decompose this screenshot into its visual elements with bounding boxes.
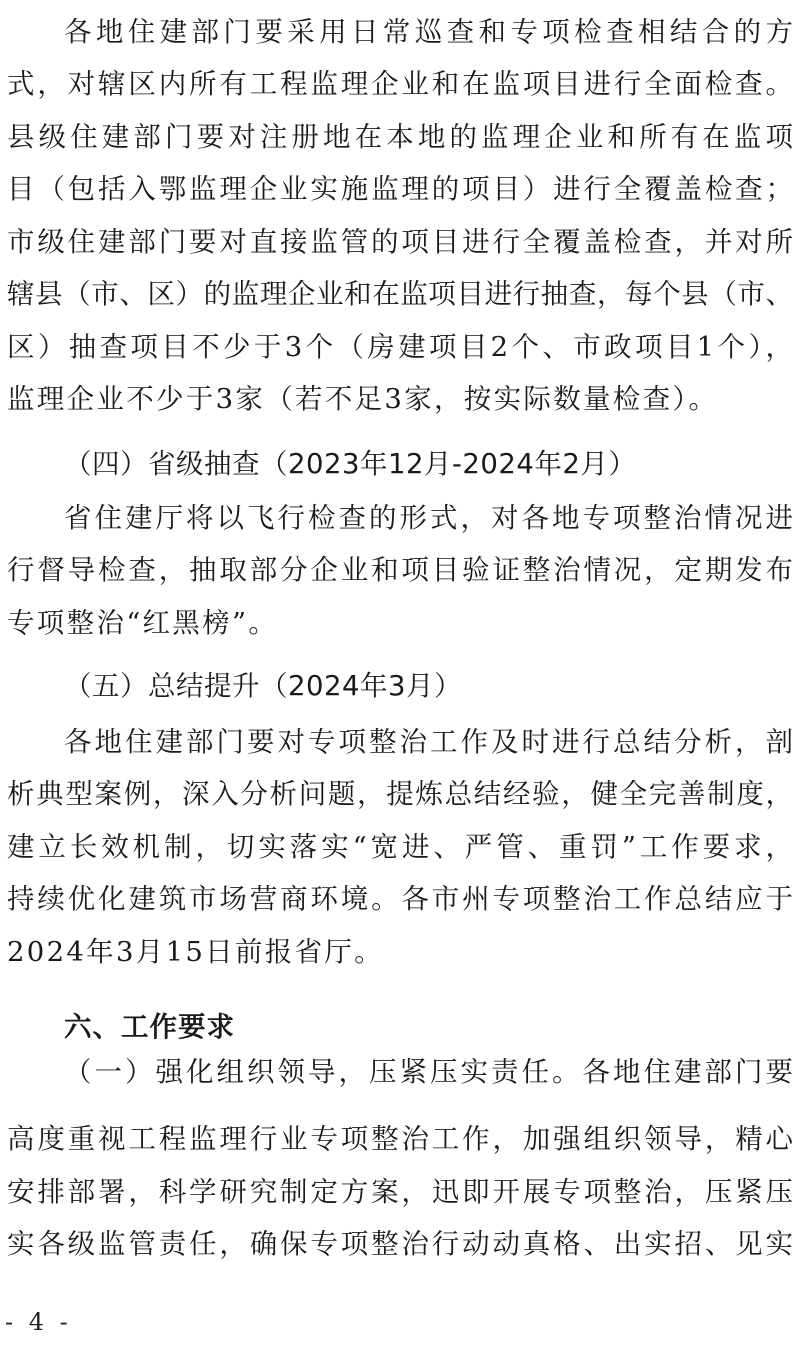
paragraph-line: 安排部署，科学研究制定方案，迅即开展专项整治，压紧压 [7, 1176, 793, 1208]
paragraph-line: 市级住建部门要对直接监管的项目进行全覆盖检查，并对所 [7, 226, 793, 258]
page-number: - 4 - [5, 1308, 72, 1336]
paragraph-line: 2024年3月15日前报省厅。 [7, 936, 384, 968]
paragraph-line: 辖县（市、区）的监理企业和在监项目进行抽查，每个县（市、 [7, 278, 793, 310]
paragraph-line: 专项整治“红黑榜”。 [7, 607, 279, 639]
section-heading: 六、工作要求 [64, 1011, 235, 1043]
paragraph-line: 省住建厅将以飞行检查的形式，对各地专项整治情况进 [64, 502, 793, 534]
paragraph-line: 行督导检查，抽取部分企业和项目验证整治情况，定期发布 [7, 554, 793, 586]
section-subheading: （五）总结提升（2024年3月） [64, 670, 462, 702]
paragraph-line: 式，对辖区内所有工程监理企业和在监项目进行全面检查。 [7, 68, 793, 100]
paragraph-line: 目（包括入鄂监理企业实施监理的项目）进行全覆盖检查； [7, 173, 793, 205]
paragraph-line: 区）抽查项目不少于3个（房建项目2个、市政项目1个）， [7, 331, 793, 363]
paragraph-line: 监理企业不少于3家（若不足3家，按实际数量检查）。 [7, 383, 719, 415]
paragraph-line: 析典型案例，深入分析问题，提炼总结经验，健全完善制度， [7, 778, 793, 810]
paragraph-line: 建立长效机制，切实落实“宽进、严管、重罚”工作要求， [7, 831, 793, 863]
paragraph-line: 县级住建部门要对注册地在本地的监理企业和所有在监项 [7, 121, 793, 153]
paragraph-line: 实各级监管责任，确保专项整治行动动真格、出实招、见实 [7, 1228, 793, 1260]
paragraph-line: 各地住建部门要采用日常巡查和专项检查相结合的方 [64, 16, 793, 48]
paragraph-line: 高度重视工程监理行业专项整治工作，加强组织领导，精心 [7, 1123, 793, 1155]
section-subheading: （四）省级抽查（2023年12月-2024年2月） [64, 448, 637, 480]
paragraph-line: 持续优化建筑市场营商环境。各市州专项整治工作总结应于 [7, 883, 793, 915]
paragraph-line: 各地住建部门要对专项整治工作及时进行总结分析，剖 [64, 726, 793, 758]
paragraph-line: （一）强化组织领导，压紧压实责任。各地住建部门要 [64, 1056, 793, 1088]
